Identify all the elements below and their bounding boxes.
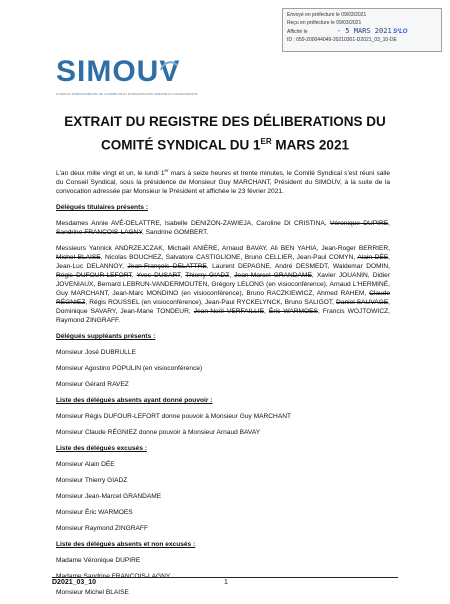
non-excuses-section <box>56 540 390 597</box>
text: , Nicolas BOUCHEZ, Salvatore CASTIGLIONE, Bruno CELLIER, Jean-Paul COMYN, <box>100 254 358 262</box>
text: , Xavier JOUANIN, Didier JOVENIAUX, Bernard LEBRUN-VANDERMOUTEN, Grégory LELONG (en visioconférence), Arnaud L'HERMINÉ, Guy MARCHANT, Jean-Marc MONDINO (en visioconférence), Bruno RACZKIEWICZ, Ahmed RAHEM, <box>56 272 391 298</box>
excuses-section <box>56 444 390 533</box>
titulaires-mesdames <box>56 219 390 237</box>
struck-name: Thierry GIADZ <box>185 272 230 280</box>
suppleants-heading: Délégués suppléants présents : <box>56 333 156 341</box>
text: Messieurs Yannick ANDRZEJCZAK, Michaël ANIÈRE, Arnaud BAVAY, Ali BEN YAHIA, Jean-Roger BERRIER, <box>56 245 390 253</box>
struck-name: Régis DUFOUR-LEFORT <box>56 272 132 280</box>
stamp-id: ID : 059-200044049-20210301-D2021_03_10-DE <box>287 37 397 43</box>
logo-tagline: SYNDICAT INTERCOMMUNAL DE LA MOBILITÉ ET D'ORGANISATION URBAINE DU VALENCIENNOIS <box>56 92 198 96</box>
stamp-posted <box>287 27 437 36</box>
list-item: Monsieur Thierry GIADZ <box>56 477 128 485</box>
text: , Francis WOJTOWICZ, Raymond ZINGRAFF. <box>56 308 390 325</box>
struck-name: Alain DÉE <box>357 254 389 262</box>
text: , <box>180 272 186 280</box>
struck-name: Jean-Marcel GRANDAME <box>234 272 312 280</box>
title-line-2 <box>40 132 410 156</box>
intro-sup: er <box>164 168 169 173</box>
text: , <box>388 220 390 228</box>
list-item: Monsieur Éric WARMOES <box>56 509 133 517</box>
pouvoirs-heading: Liste des délégués absents ayant donné pouvoir : <box>56 397 213 405</box>
logo-swirl-icon <box>158 57 180 79</box>
pouvoirs-section <box>56 396 390 437</box>
struck-name: Yves DUSART <box>136 272 181 280</box>
struck-name: Véronique DUPIRE <box>329 220 389 228</box>
deliberation-reference: D2021_03_10 <box>52 579 96 586</box>
struck-name: Michel BLAISE <box>56 254 101 262</box>
text: , Jean-Luc DELANNOY, <box>56 254 390 271</box>
suppleants-section <box>56 332 390 389</box>
text: , Sandrine GOMBERT. <box>142 229 209 237</box>
title-line-2-text: COMITÉ SYNDICAL DU 1 <box>101 137 261 153</box>
struck-name: Jean-François DELATTRE <box>127 263 207 271</box>
text: , Régis ROUSSEL (en visioconférence), Jean-Paul RYCKELYNCK, Bruno SALIGOT, <box>85 299 337 307</box>
document-title <box>40 112 410 156</box>
stamp-received: Reçu en préfecture le 09/03/2021 <box>287 20 362 26</box>
list-item: Monsieur Alain DÉE <box>56 461 115 469</box>
text: Mesdames Annie AVÉ-DELATTRE, Isabelle DENIZON-ZAWIEJA, Caroline DI CRISTINA, <box>56 220 330 228</box>
struck-name: Jean-Noël VERFAILLIE <box>193 308 264 316</box>
struck-name: Sandrine FRANCOIS-LAGNY <box>56 229 142 237</box>
titulaires-messieurs <box>56 244 390 325</box>
list-item: Monsieur Jean-Marcel GRANDAME <box>56 493 162 501</box>
title-line-2-date: MARS 2021 <box>271 137 349 153</box>
list-item: Monsieur Régis DUFOUR-LEFORT donne pouvoir à Monsieur Guy MARCHANT <box>56 413 292 421</box>
non-excuses-heading: Liste des délégués absents et non excusés : <box>56 541 196 549</box>
logo-wordmark: SIMOUV <box>56 55 181 88</box>
list-item: Monsieur Michel BLAISE <box>56 589 129 597</box>
text: , <box>131 272 137 280</box>
struck-name: Daniel SAUVAGE <box>336 299 389 307</box>
list-item: Madame Sandrine FRANCOIS-LAGNY <box>56 573 171 581</box>
title-line-1: EXTRAIT DU REGISTRE DES DÉLIBERATIONS DU <box>64 114 386 129</box>
title-line-2-sup: ER <box>260 137 272 146</box>
intro-paragraph <box>56 166 390 196</box>
list-item: Monsieur Claude RÉGNIEZ donne pouvoir à Monsieur Arnaud BAVAY <box>56 429 261 437</box>
list-item: Monsieur Raymond ZINGRAFF <box>56 525 148 533</box>
s2lo-logo: S²LO <box>393 29 408 35</box>
page-number: 1 <box>224 579 228 586</box>
intro-text-1: L'an deux mille vingt et un, le lundi 1 <box>56 170 165 178</box>
list-item: Monsieur José DUBRULLE <box>56 349 136 357</box>
text: , Dominique SAVARY, Jean-Marie TONDEUR, <box>56 299 390 316</box>
intro-text-2: mars à seize heures et trente minutes, le Comité Syndical s'est réuni salle du Conseil Syndical, sous la présidence de Monsieur Guy MARCHANT, Président du SIMOUV, à la suite de la convocation adressée par Monsieur le Président et affichée le 23 février 2021. <box>56 170 391 196</box>
struck-name: Claude RÉGNIEZ <box>56 290 390 307</box>
list-item: Madame Véronique DUPIRE <box>56 557 141 565</box>
list-item: Monsieur Gérard RAVEZ <box>56 381 129 389</box>
footer-divider <box>52 577 398 578</box>
stamp-posted-label: Affiché le <box>287 29 308 35</box>
document-body <box>56 166 390 604</box>
list-item: Monsieur Agostino POPULIN (en visioconférence) <box>56 365 203 373</box>
excuses-heading: Liste des délégués excusés : <box>56 445 147 453</box>
text: , <box>263 308 269 316</box>
stamp-posted-date: - 5 MARS 2021 <box>336 27 392 35</box>
stamp-sent: Envoyé en préfecture le 09/03/2021 <box>287 12 367 18</box>
text: , <box>229 272 235 280</box>
struck-name: Éric WARMOES <box>268 308 318 316</box>
prefecture-stamp <box>282 8 442 52</box>
text: , Laurent DEPAGNE, André DESMEDT, Waldemar DOMIN, <box>206 263 391 271</box>
simouv-logo <box>56 55 216 97</box>
titulaires-heading: Délégués titulaires présents : <box>56 204 148 212</box>
